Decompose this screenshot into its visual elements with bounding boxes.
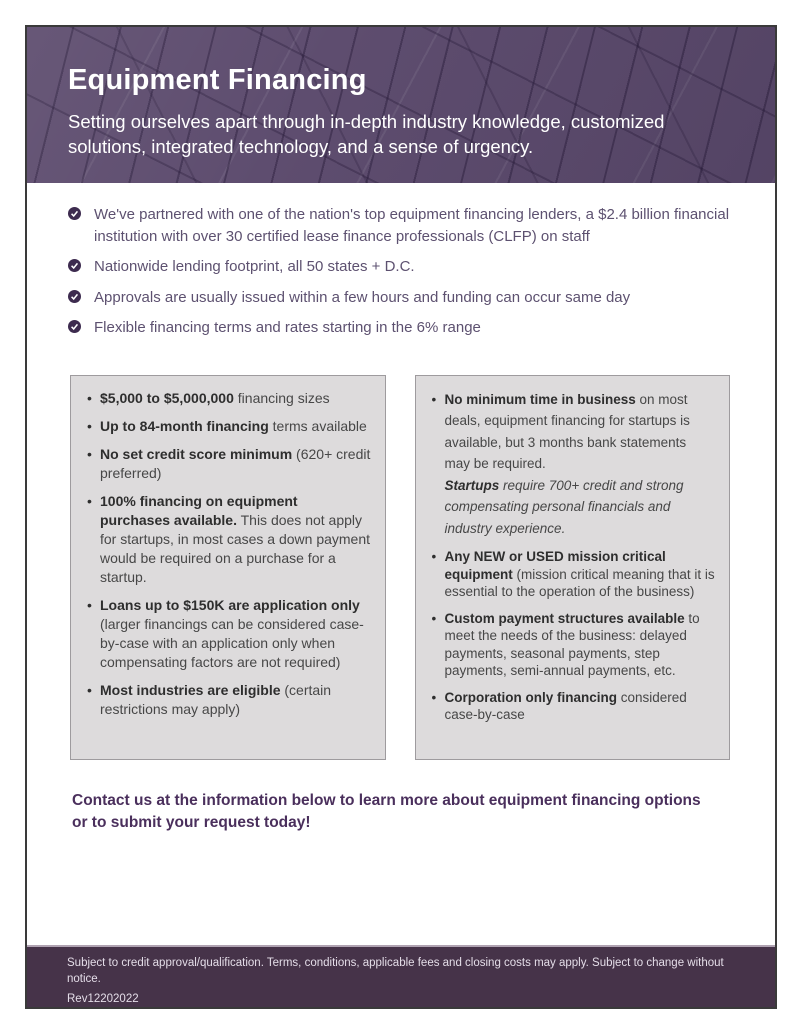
bullet-text-bold: Any NEW or USED mission critical equipment [444, 549, 666, 582]
list-item [68, 256, 735, 278]
check-circle-icon [68, 320, 81, 333]
list-item [430, 610, 716, 680]
bullet-text-bold: 100% financing on equipment purchases available. [100, 492, 298, 528]
check-circle-icon [68, 290, 81, 303]
list-item [68, 287, 735, 309]
list-item [430, 389, 716, 540]
bullet-text-italic [445, 475, 716, 540]
check-circle-icon [68, 207, 81, 220]
bullet-text: (620+ credit preferred) [100, 445, 371, 481]
list-item [68, 204, 735, 247]
bullet-text: considered case-by-case [444, 689, 687, 722]
header-banner [27, 27, 775, 183]
list-item [430, 548, 716, 601]
left-box-list [85, 389, 371, 719]
footer-bar [27, 945, 775, 1007]
list-item [85, 681, 371, 719]
bullet-text: Flexible financing terms and rates starting in the 6% range [94, 319, 481, 336]
bullet-text: require 700+ credit and strong compensating personal financials and industry experience. [444, 477, 684, 536]
info-boxes [70, 375, 730, 760]
list-item [85, 492, 371, 587]
intro-list [68, 204, 735, 348]
bullet-text: Approvals are usually issued within a few hours and funding can occur same day [94, 288, 631, 306]
contact-note: Contact us at the information below to learn more about equipment financing options or to submit your request today! [72, 791, 701, 831]
bullet-text: (mission critical meaning that it is essential to the operation of the business) [444, 566, 715, 599]
page-title: Equipment Financing [68, 64, 367, 96]
info-box-left [70, 375, 386, 760]
page-subtitle: Setting ourselves apart through in-depth industry knowledge, customized solutions, integrated technology, and a sense of urgency. [68, 111, 665, 157]
bullet-text-bold: Loans up to $150K are application only [100, 596, 360, 613]
bullet-text: (larger financings can be considered case-by-case with an application only when compensating factors are not required) [100, 615, 364, 670]
bullet-text: on most deals, equipment financing for startups is available, but 3 months bank statements may be required. [444, 391, 690, 471]
footer-revision: Rev12202022 [67, 993, 139, 1005]
flyer-page [25, 25, 777, 1009]
bullet-text: We've partnered with one of the nation's top equipment financing lenders, a $2.4 billion financial institution with over 30 certified lease finance professionals (CLFP) on staff [94, 206, 730, 245]
list-item [85, 417, 371, 436]
list-item [430, 689, 716, 724]
list-item [85, 389, 371, 408]
bullet-text-bold: $5,000 to $5,000,000 [100, 389, 234, 406]
bullet-text-bold-italic: Startups [444, 477, 500, 493]
bullet-text-bold: Custom payment structures available [444, 610, 685, 626]
bullet-text: to meet the needs of the business: delayed payments, seasonal payments, step payments, semi-annual payments, etc. [444, 610, 700, 678]
bullet-text: (certain restrictions may apply) [100, 681, 332, 717]
footer-disclaimer: Subject to credit approval/qualification. Terms, conditions, applicable fees and closing costs may apply. Subject to change without notice. [67, 957, 724, 985]
list-item [85, 596, 371, 672]
bullet-text-bold: Up to 84-month financing [100, 417, 269, 434]
bullet-text-bold: Corporation only financing [444, 689, 617, 705]
right-box-list [430, 389, 716, 724]
check-circle-icon [68, 259, 81, 272]
bullet-text: terms available [268, 417, 367, 434]
bullet-text-bold: No minimum time in business [444, 391, 636, 407]
list-item [68, 317, 735, 339]
bullet-text-bold: No set credit score minimum [100, 445, 293, 462]
bullet-text: financing sizes [233, 389, 330, 406]
bullet-text: Nationwide lending footprint, all 50 states + D.C. [94, 258, 415, 275]
info-box-right [415, 375, 731, 760]
bullet-text: This does not apply for startups, in most cases a down payment would be required on a purchase for a startup. [100, 511, 371, 585]
list-item [85, 445, 371, 483]
bullet-text-bold: Most industries are eligible [100, 681, 281, 698]
